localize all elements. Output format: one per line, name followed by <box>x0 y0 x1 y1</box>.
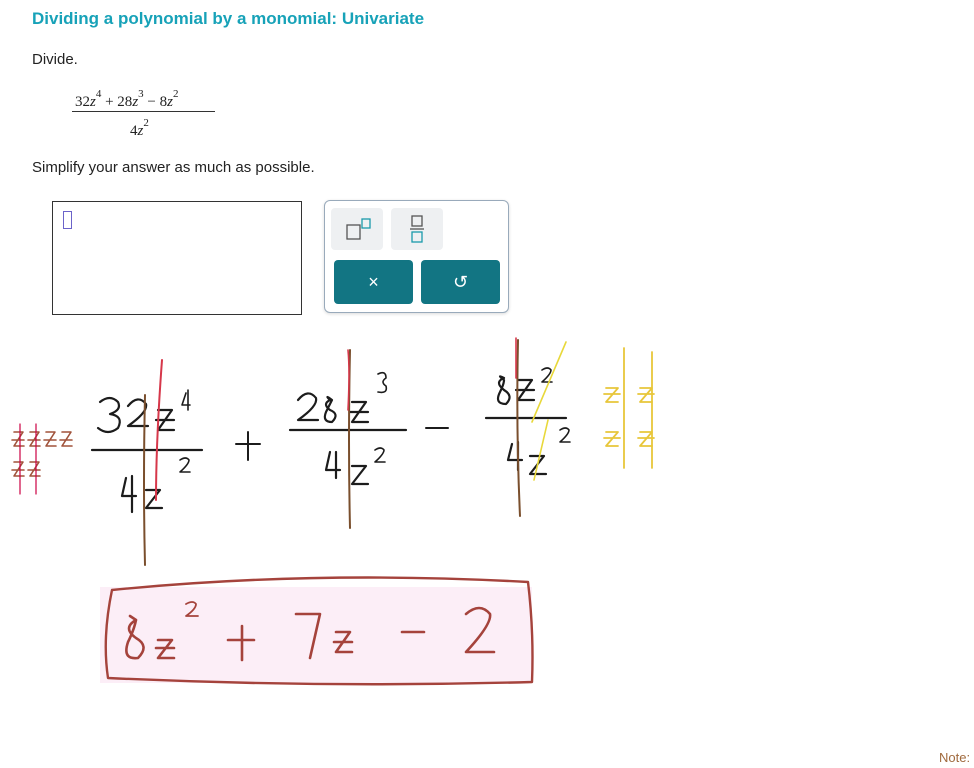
plus-sign-ink <box>236 432 260 460</box>
undo-icon: ↺ <box>452 271 469 292</box>
simplify-instruction: Simplify your answer as much as possible. <box>32 159 315 176</box>
term1-fraction-ink <box>92 390 202 512</box>
scratch-z-letters <box>12 424 72 494</box>
instruction-text: Divide. <box>32 51 78 68</box>
page-title: Dividing a polynomial by a monomial: Univariate <box>32 9 425 28</box>
term3-fraction-ink <box>486 368 570 474</box>
cancel-line-brown-3 <box>517 340 520 516</box>
scratch-yellow-z <box>604 348 654 468</box>
close-icon: × <box>368 271 379 292</box>
note-label: Note: <box>939 750 971 765</box>
cancel-line-brown <box>144 395 145 565</box>
cancel-line-yellow <box>532 342 566 480</box>
cancel-line-red-2 <box>348 350 349 410</box>
term2-fraction-ink <box>290 373 406 484</box>
numerator: $32z^4 + 28z^3 - 8z^2$ <box>75 88 179 110</box>
denominator: $4z^2$ <box>130 117 149 139</box>
